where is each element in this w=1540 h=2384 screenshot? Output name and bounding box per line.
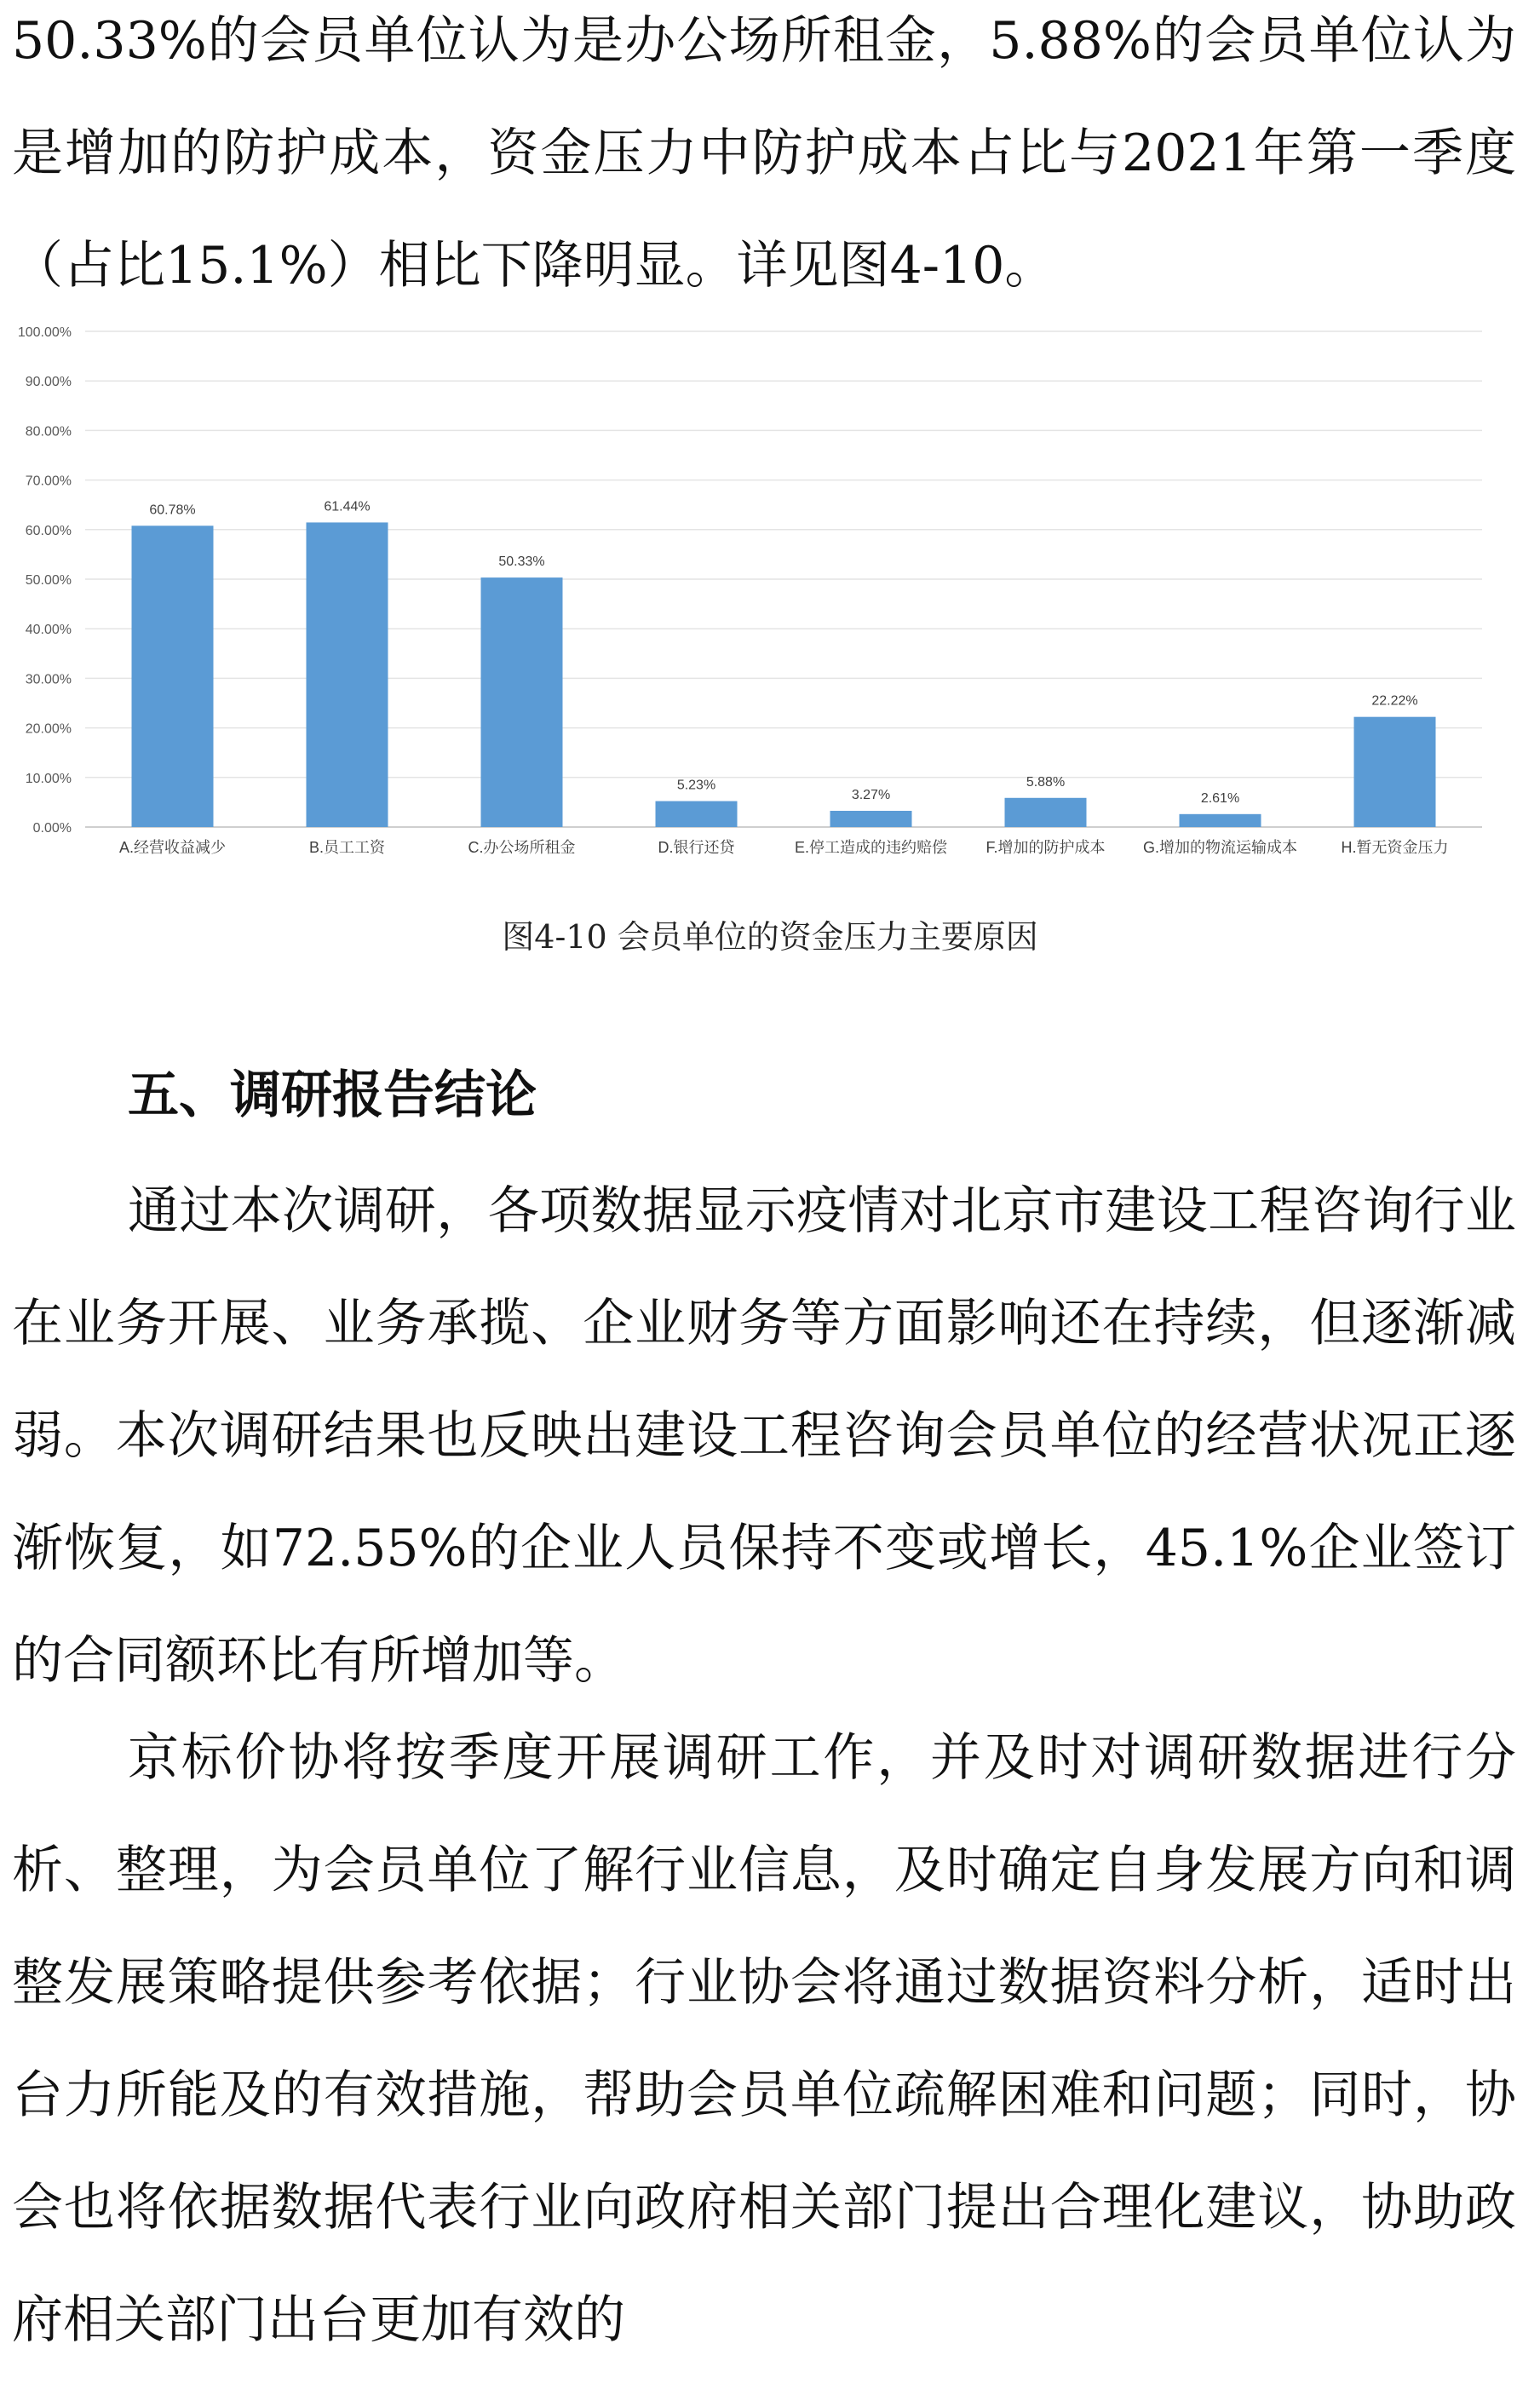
chart-gridlines — [85, 331, 1482, 827]
category-label: D.银行还贷 — [658, 839, 735, 856]
bar — [830, 811, 912, 827]
category-label: A.经营收益减少 — [118, 839, 227, 856]
bar — [481, 577, 563, 827]
data-label: 60.78% — [149, 503, 196, 518]
section-heading: 五、调研报告结论 — [128, 1066, 537, 1125]
data-label: 3.27% — [851, 787, 891, 802]
category-label: G.增加的物流运输成本 — [1142, 839, 1298, 856]
y-tick-label: 70.00% — [25, 474, 72, 489]
y-tick-label: 0.00% — [32, 821, 72, 836]
y-tick-label: 10.00% — [25, 771, 72, 786]
y-tick-label: 40.00% — [25, 623, 72, 638]
data-label: 2.61% — [1200, 790, 1240, 806]
bar — [1354, 717, 1436, 827]
category-label: H.暂无资金压力 — [1341, 839, 1449, 856]
data-label: 50.33% — [498, 554, 545, 570]
intro-paragraph: 50.33%的会员单位认为是办公场所租金，5.88%的会员单位认为是增加的防护成本，资金压力中防护成本占比与2021年第一季度（占比15.1%）相比下降明显。详见图4-10。 — [12, 11, 1516, 296]
data-label: 5.88% — [1026, 774, 1066, 790]
y-tick-label: 100.00% — [17, 325, 72, 340]
bar — [307, 522, 388, 827]
bar — [132, 526, 214, 827]
figure-caption: 图4-10 会员单位的资金压力主要原因 — [502, 918, 1038, 956]
y-tick-label: 50.00% — [25, 573, 72, 588]
data-label: 5.23% — [676, 778, 716, 793]
bar-chart — [0, 315, 1540, 877]
data-label: 61.44% — [324, 499, 371, 514]
bar — [1005, 798, 1087, 827]
y-tick-label: 90.00% — [25, 375, 72, 390]
y-tick-label: 30.00% — [25, 672, 72, 687]
y-tick-label: 80.00% — [25, 424, 72, 439]
category-label: E.停工造成的违约赔偿 — [794, 839, 948, 856]
chart-y-tick-labels — [18, 325, 72, 836]
data-label: 22.22% — [1371, 693, 1418, 709]
category-label: F.增加的防护成本 — [985, 839, 1106, 856]
y-tick-label: 60.00% — [25, 523, 72, 538]
chart-bars — [132, 522, 1436, 827]
conclusion-paragraph-1: 通过本次调研，各项数据显示疫情对北京市建设工程咨询行业在业务开展、业务承揽、企业财务等方面影响还在持续，但逐渐减弱。本次调研结果也反映出建设工程咨询会员单位的经营状况正逐渐恢复，如72.55%的企业人员保持不变或增长，45.1%企业签订的合同额环比有所增加等。 — [12, 1181, 1516, 1691]
category-label: C.办公场所租金 — [468, 839, 576, 856]
bar — [1180, 814, 1261, 827]
category-label: B.员工工资 — [308, 839, 386, 856]
bar — [656, 801, 738, 827]
conclusion-paragraph-2: 京标价协将按季度开展调研工作，并及时对调研数据进行分析、整理，为会员单位了解行业信息，及时确定自身发展方向和调整发展策略提供参考依据；行业协会将通过数据资料分析，适时出台力所能及的有效措施，帮助会员单位疏解困难和问题；同时，协会也将依据数据代表行业向政府相关部门提出合理化建议，协助政府相关部门出台更加有效的 — [12, 1728, 1516, 2350]
chart-category-labels — [119, 839, 1449, 856]
y-tick-label: 20.00% — [25, 721, 72, 737]
